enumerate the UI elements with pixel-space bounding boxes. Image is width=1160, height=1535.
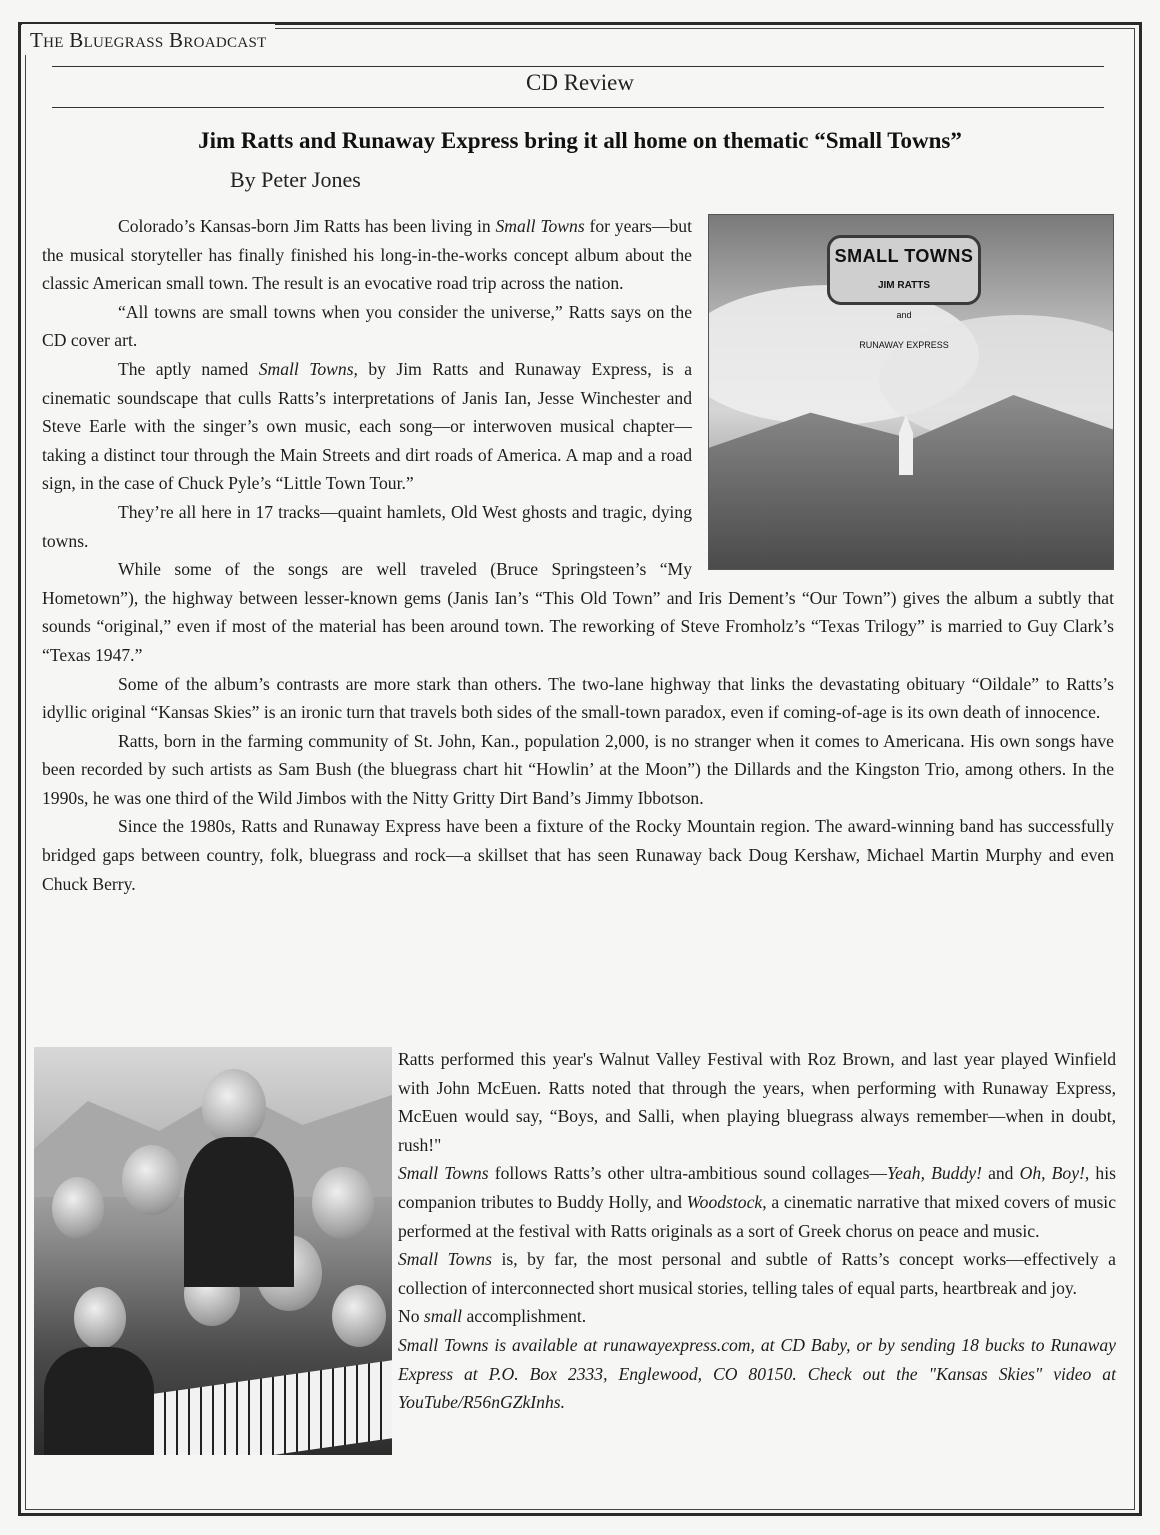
photo-person xyxy=(332,1285,386,1347)
photo-figure xyxy=(184,1137,294,1287)
paragraph: Since the 1980s, Ratts and Runaway Express have been a fixture of the Rocky Mountain region. The award-winning band has successfully bridged gaps between country, folk, bluegrass and rock—a skillset that has seen Runaway back Doug Kershaw, Michael Martin Murphy and even Chuck Berry. xyxy=(42,816,1114,894)
rule-top xyxy=(52,66,1104,67)
paragraph: Ratts performed this year's Walnut Valley Festival with Roz Brown, and last year played Winfield with John McEuen. Ratts noted that through the years, when performing with Runaway Express, McEuen would say, “Boys, and Salli, when playing bluegrass always remember—when in doubt, rush!" xyxy=(398,1049,1116,1155)
cover-and: and xyxy=(896,310,912,321)
paragraph: No small accomplishment. xyxy=(398,1306,587,1327)
paragraph: Colorado’s Kansas-born Jim Ratts has been living in Small Towns for years—but the musical storyteller has finally finished his long-in-the-works concept album about the classic American small town. The result is an evocative road trip across the nation. xyxy=(42,216,692,294)
paragraph: The aptly named Small Towns, by Jim Ratts and Runaway Express, is a cinematic soundscape that culls Ratts’s interpretations of Janis Ian, Jesse Winchester and Steve Earle with the singer’s own music, each song—or interwoven musical chapter—taking a distinct tour through the Main Streets and dirt roads of America. A map and a road sign, in the case of Chuck Pyle’s “Little Town Tour.” xyxy=(42,358,693,494)
article-body xyxy=(42,212,1114,898)
album-cover-wrapper xyxy=(708,214,1114,570)
photo-person xyxy=(202,1069,266,1145)
cover-title: SMALL TOWNS xyxy=(834,246,974,266)
byline: By Peter Jones xyxy=(230,167,361,192)
photo-person xyxy=(122,1145,182,1215)
cover-band: RUNAWAY EXPRESS xyxy=(859,339,949,350)
cover-title-plaque xyxy=(827,235,981,350)
section-label: CD Review xyxy=(526,70,634,95)
paragraph: Ratts, born in the farming community of St. John, Kan., population 2,000, is no stranger when it comes to Americana. His own songs have been recorded by such artists as Sam Bush (the bluegrass chart hit “Howlin’ at the Moon”) the Dillards and the Kingston Trio, among others. In the 1990s, he was one third of the Wild Jimbos with the Nitty Gritty Dirt Band’s Jimmy Ibbotson. xyxy=(42,730,1114,808)
cover-artist: JIM RATTS xyxy=(877,279,931,291)
photo-figure xyxy=(44,1347,154,1455)
masthead xyxy=(22,24,275,55)
cover-church-steeple xyxy=(899,415,913,475)
sidebar-text xyxy=(398,1045,1116,1417)
article-headline: Jim Ratts and Runaway Express bring it all home on thematic “Small Towns” xyxy=(198,128,962,153)
photo-person xyxy=(312,1167,374,1239)
paragraph: While some of the songs are well traveled (Bruce Springsteen’s “My Hometown”), the highway between lesser-known gems (Janis Ian’s “This Old Town” and Iris Dement’s “Our Town”) gives the album a subtly that sounds “original,” even if most of the material has been around town. The reworking of Steve Fromholz’s “Texas Trilogy” is married to Guy Clark’s “Texas 1947.” xyxy=(42,559,1114,665)
rule-bottom xyxy=(52,107,1104,108)
availability-note: Small Towns is available at runawayexpress.com, at CD Baby, or by sending 18 bucks to Runaway Express at P.O. Box 2333, Englewood, CO 80150. Check out the "Kansas Skies" video at YouTube/R56nGZkInhs. xyxy=(398,1334,1116,1413)
paragraph: Small Towns follows Ratts’s other ultra-ambitious sound collages—Yeah, Buddy! and Oh, Boy!, his companion tributes to Buddy Holly, and Woodstock, a cinematic narrative that mixed covers of music performed at the festival with Ratts originals as a sort of Greek chorus on peace and music. xyxy=(398,1163,1117,1241)
paragraph: Small Towns is, by far, the most personal and subtle of Ratts’s concept works—effectively a collection of interconnected short musical stories, telling tales of equal parts, heartbreak and joy. xyxy=(398,1249,1116,1298)
album-cover-image xyxy=(708,214,1114,570)
photo-person xyxy=(74,1287,126,1349)
photo-person xyxy=(52,1177,104,1239)
paragraph: They’re all here in 17 tracks—quaint hamlets, Old West ghosts and tragic, dying towns. xyxy=(42,501,692,551)
paragraph: “All towns are small towns when you consider the universe,” Ratts says on the CD cover art. xyxy=(42,301,692,351)
band-photo xyxy=(34,1047,392,1455)
photo-piano-keys xyxy=(154,1360,392,1455)
masthead-title: The Bluegrass Broadcast xyxy=(30,28,267,52)
paragraph: Some of the album’s contrasts are more stark than others. The two-lane highway that links the devastating obituary “Oildale” to Ratts’s idyllic original “Kansas Skies” is an ironic turn that travels both sides of the small-town paradox, even if coming-of-age is its own death of innocence. xyxy=(42,673,1114,723)
